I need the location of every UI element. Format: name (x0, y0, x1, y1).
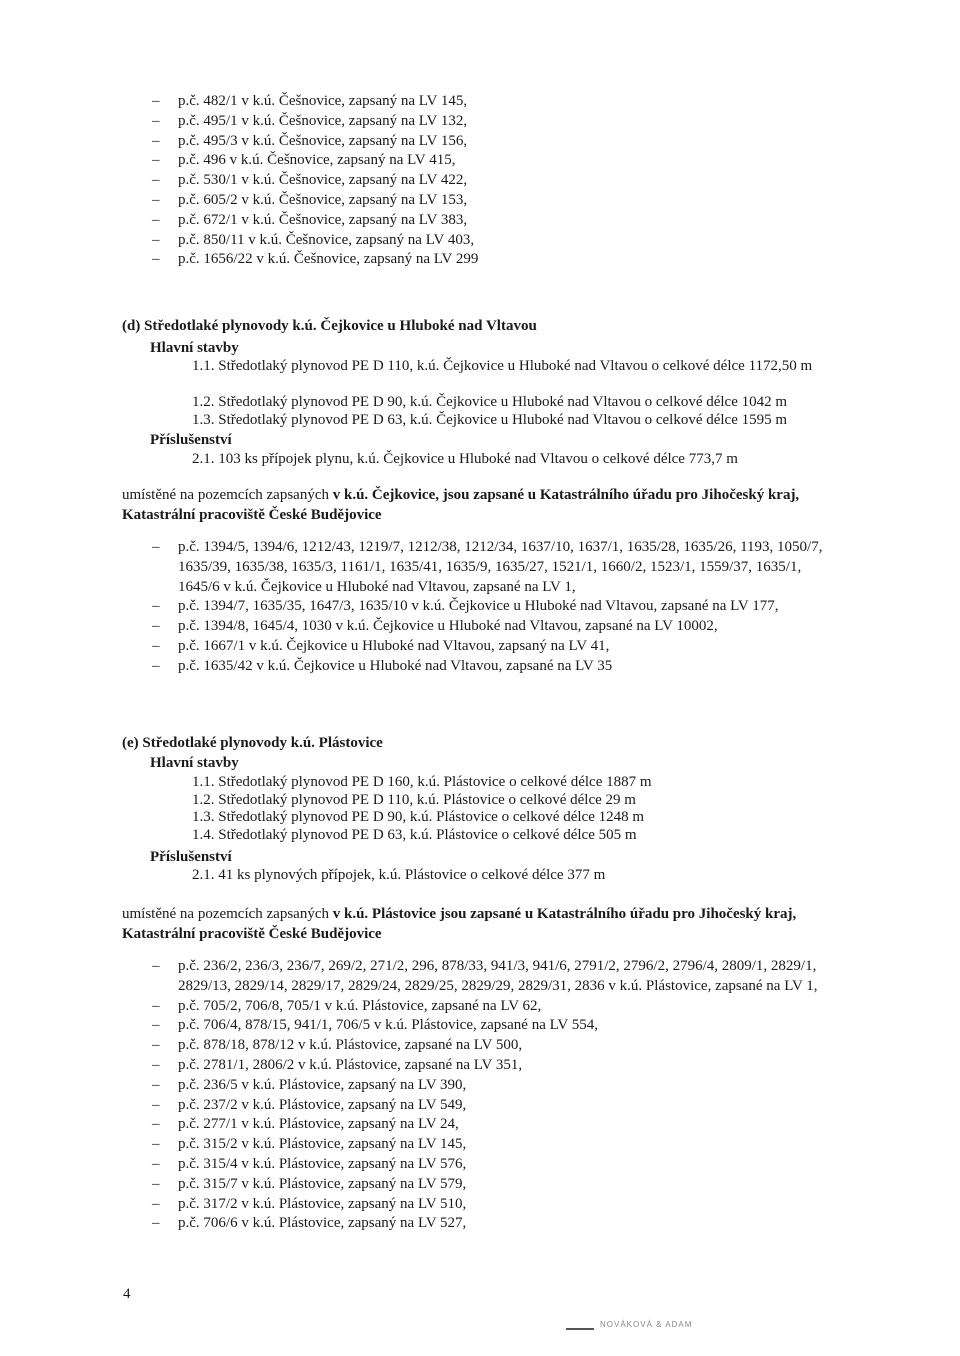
section-e-main-item: 1.3. Středotlaký plynovod PE D 90, k.ú. Plástovice o celkové délce 1248 m (192, 809, 645, 825)
dash: – (152, 1076, 160, 1093)
section-e-main-item: 1.2. Středotlaký plynovod PE D 110, k.ú. Plástovice o celkové délce 29 m (192, 792, 636, 808)
footer-stamp: NOVÁKOVÁ & ADAM (600, 1320, 693, 1329)
section-e-placement (122, 904, 842, 944)
dash: – (152, 1037, 160, 1054)
section-d-main-label: Hlavní stavby (150, 340, 239, 356)
list-item (0, 231, 828, 251)
parcel-text: p.č. 1667/1 v k.ú. Čejkovice u Hluboké nad Vltavou, zapsaný na LV 41, (178, 637, 610, 654)
dash: – (152, 1056, 160, 1073)
section-d-main-item: 1.3. Středotlaký plynovod PE D 63, k.ú. Čejkovice u Hluboké nad Vltavou o celkové délce 1595 m (192, 412, 788, 428)
parcel-text: p.č. 237/2 v k.ú. Plástovice, zapsaný na LV 549, (178, 1096, 467, 1113)
section-d-placement (122, 485, 842, 525)
parcel-text: p.č. 706/4, 878/15, 941/1, 706/5 v k.ú. Plástovice, zapsané na LV 554, (178, 1017, 598, 1034)
dash: – (152, 231, 160, 248)
parcel-text: p.č. 705/2, 706/8, 705/1 v k.ú. Plástovice, zapsané na LV 62, (178, 997, 542, 1014)
footer-logo-rule (566, 1328, 594, 1330)
list-item (0, 1016, 828, 1036)
section-e-heading: (e) Středotlaké plynovody k.ú. Plástovice (122, 735, 383, 751)
dash: – (152, 1215, 160, 1232)
section-e-accessory-item: 2.1. 41 ks plynových přípojek, k.ú. Plástovice o celkové délce 377 m (192, 867, 606, 883)
list-item (0, 1115, 828, 1135)
section-d-main-item: 1.1. Středotlaký plynovod PE D 110, k.ú. Čejkovice u Hluboké nad Vltavou o celkové délce 1172,50 m (192, 358, 813, 374)
parcel-text: p.č. 878/18, 878/12 v k.ú. Plástovice, zapsané na LV 500, (178, 1037, 523, 1054)
list-item (0, 1076, 828, 1096)
list-item (0, 112, 828, 132)
dash: – (152, 1017, 160, 1034)
parcel-text: p.č. 850/11 v k.ú. Češnovice, zapsaný na LV 403, (178, 231, 475, 248)
list-item (0, 92, 828, 112)
list-item (0, 1096, 828, 1116)
list-item (0, 1056, 828, 1076)
list-item (0, 151, 828, 171)
dash: – (152, 657, 160, 674)
list-item (0, 1135, 828, 1155)
dash: – (152, 191, 160, 208)
parcel-text: p.č. 605/2 v k.ú. Češnovice, zapsaný na LV 153, (178, 191, 468, 208)
list-item (0, 957, 828, 997)
parcel-text: p.č. 1394/8, 1645/4, 1030 v k.ú. Čejkovice u Hluboké nad Vltavou, zapsané na LV 10002, (178, 618, 718, 635)
list-item (0, 191, 828, 211)
dash: – (152, 152, 160, 169)
section-d-accessory-label: Příslušenství (150, 432, 232, 448)
parcel-text: p.č. 2781/1, 2806/2 v k.ú. Plástovice, zapsané na LV 351, (178, 1056, 523, 1073)
dash: – (152, 93, 160, 109)
list-item (0, 597, 828, 617)
placement-bold: v k.ú. Čejkovice, jsou zapsané u Katastrálního úřadu pro Jihočeský kraj, Katastrální pracoviště České Budějovice (122, 487, 800, 523)
placement-plain: umístěné na pozemcích zapsaných (122, 487, 333, 503)
list-item (0, 657, 828, 677)
parcel-text: p.č. 315/4 v k.ú. Plástovice, zapsaný na LV 576, (178, 1155, 467, 1172)
cesnovice-parcel-list (0, 92, 828, 270)
parcel-text: p.č. 317/2 v k.ú. Plástovice, zapsaný na LV 510, (178, 1195, 467, 1212)
plastovice-parcel-list (0, 957, 828, 1234)
dash: – (152, 132, 160, 149)
parcel-text: p.č. 672/1 v k.ú. Češnovice, zapsaný na LV 383, (178, 211, 468, 228)
dash: – (152, 1136, 160, 1153)
list-item (0, 637, 828, 657)
section-d-heading: (d) Středotlaké plynovody k.ú. Čejkovice u Hluboké nad Vltavou (122, 318, 537, 334)
dash: – (152, 1116, 160, 1133)
dash: – (152, 598, 160, 615)
parcel-text: p.č. 482/1 v k.ú. Češnovice, zapsaný na LV 145, (178, 93, 468, 109)
list-item (0, 250, 828, 270)
parcel-text: p.č. 236/5 v k.ú. Plástovice, zapsaný na LV 390, (178, 1076, 467, 1093)
dash: – (152, 618, 160, 635)
parcel-text: p.č. 1394/5, 1394/6, 1212/43, 1219/7, 1212/38, 1212/34, 1637/10, 1637/1, 1635/28, 1635/26, 1193, 1050/7, 1635/39, 1635/38, 1635/3, 1161/1, 1635/41, 1635/9, 1635/27, 1521/1, 1660/2, 1523/1, 1559/37, 1635/1, 1645/6 v k.ú. Čejkovice u Hluboké nad Vltavou, zapsané na LV 1, (178, 539, 823, 595)
list-item (0, 1195, 828, 1215)
placement-bold: v k.ú. Plástovice jsou zapsané u Katastrálního úřadu pro Jihočeský kraj, Katastrální pracoviště České Budějovice (122, 906, 797, 942)
dash: – (152, 1096, 160, 1113)
dash: – (152, 1195, 160, 1212)
list-item (0, 211, 828, 231)
list-item (0, 538, 828, 597)
section-d-main-item: 1.2. Středotlaký plynovod PE D 90, k.ú. Čejkovice u Hluboké nad Vltavou o celkové délce 1042 m (192, 394, 788, 410)
section-e-main-label: Hlavní stavby (150, 755, 239, 771)
parcel-text: p.č. 277/1 v k.ú. Plástovice, zapsaný na LV 24, (178, 1116, 459, 1133)
parcel-text: p.č. 315/7 v k.ú. Plástovice, zapsaný na LV 579, (178, 1175, 467, 1192)
section-e-accessory-label: Příslušenství (150, 849, 232, 865)
dash: – (152, 1175, 160, 1192)
list-item (0, 1214, 828, 1234)
parcel-text: p.č. 706/6 v k.ú. Plástovice, zapsaný na LV 527, (178, 1215, 467, 1232)
parcel-text: p.č. 1635/42 v k.ú. Čejkovice u Hluboké nad Vltavou, zapsané na LV 35 (178, 657, 613, 674)
parcel-text: p.č. 1656/22 v k.ú. Češnovice, zapsaný na LV 299 (178, 251, 479, 268)
section-e-main-item: 1.4. Středotlaký plynovod PE D 63, k.ú. Plástovice o celkové délce 505 m (192, 827, 637, 843)
parcel-text: p.č. 236/2, 236/3, 236/7, 269/2, 271/2, 296, 878/33, 941/3, 941/6, 2791/2, 2796/2, 2796/4, 2809/1, 2829/1, 2829/13, 2829/14, 2829/17, 2829/24, 2829/25, 2829/29, 2829/31, 2836 v k.ú. Plástovice, zapsané na LV 1, (178, 958, 818, 994)
dash: – (152, 997, 160, 1014)
parcel-text: p.č. 315/2 v k.ú. Plástovice, zapsaný na LV 145, (178, 1136, 467, 1153)
dash: – (152, 172, 160, 189)
parcel-text: p.č. 495/3 v k.ú. Češnovice, zapsaný na LV 156, (178, 132, 468, 149)
list-item (0, 997, 828, 1017)
list-item (0, 617, 828, 637)
parcel-text: p.č. 496 v k.ú. Češnovice, zapsaný na LV 415, (178, 152, 456, 169)
section-d-accessory-item: 2.1. 103 ks přípojek plynu, k.ú. Čejkovice u Hluboké nad Vltavou o celkové délce 773,7 m (192, 451, 738, 467)
dash: – (152, 251, 160, 268)
list-item (0, 171, 828, 191)
dash: – (152, 1155, 160, 1172)
cejkovice-parcel-list (0, 538, 828, 677)
list-item (0, 132, 828, 152)
dash: – (152, 112, 160, 129)
list-item (0, 1175, 828, 1195)
parcel-text: p.č. 530/1 v k.ú. Češnovice, zapsaný na LV 422, (178, 172, 468, 189)
section-e-main-item: 1.1. Středotlaký plynovod PE D 160, k.ú. Plástovice o celkové délce 1887 m (192, 774, 652, 790)
parcel-text: p.č. 495/1 v k.ú. Češnovice, zapsaný na LV 132, (178, 112, 468, 129)
dash: – (152, 211, 160, 228)
placement-plain: umístěné na pozemcích zapsaných (122, 906, 333, 922)
parcel-text: p.č. 1394/7, 1635/35, 1647/3, 1635/10 v k.ú. Čejkovice u Hluboké nad Vltavou, zapsané na LV 177, (178, 598, 779, 615)
list-item (0, 1155, 828, 1175)
dash: – (152, 958, 160, 974)
page-number: 4 (123, 1286, 131, 1302)
dash: – (152, 637, 160, 654)
list-item (0, 1036, 828, 1056)
dash: – (152, 539, 160, 555)
